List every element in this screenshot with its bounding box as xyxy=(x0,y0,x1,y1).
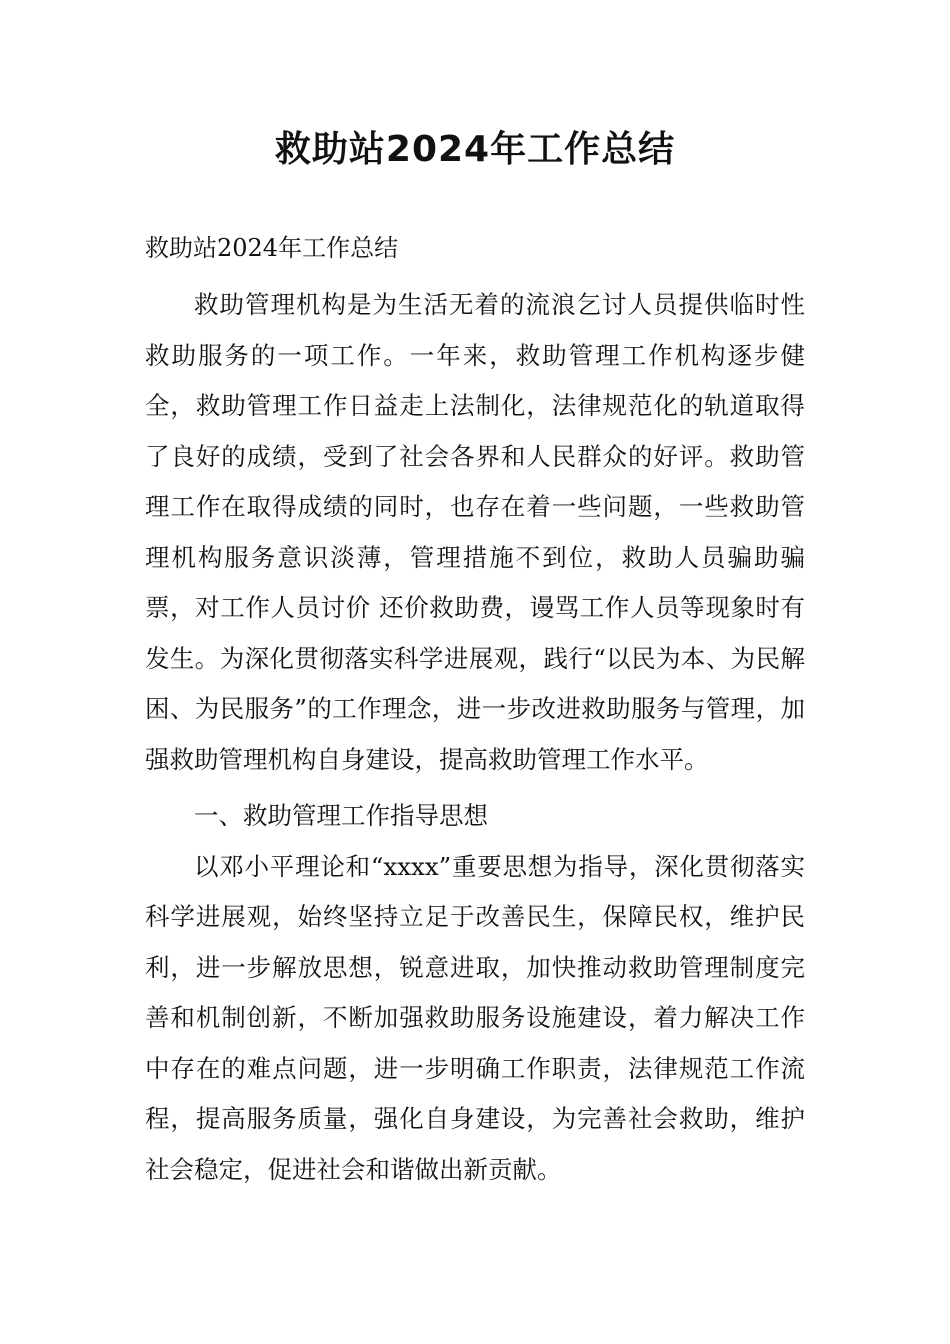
document-title: 救助站2024年工作总结 xyxy=(274,129,676,170)
paragraph-intro: 救助管理机构是为生活无着的流浪乞讨人员提供临时性救助服务的一项工作。一年来，救助管理工作机构逐步健全，救助管理工作日益走上法制化，法律规范化的轨道取得了良好的成绩，受到了社会各界和人民群众的好评。救助管理工作在取得成绩的同时，也存在着一些问题，一些救助管理机构服务意识淡薄，管理措施不到位，救助人员骗助骗票，对工作人员讨价 还价救助费，谩骂工作人员等现象时有发生。为深化贯彻落实科学进展观，践行“以民为本、为民解困、为民服务”的工作理念，进一步改进救助服务与管理，加强救助管理机构自身建设，提高救助管理工作水平。 xyxy=(145,290,805,774)
paragraph-guiding-ideology: 以邓小平理论和“xxxx”重要思想为指导，深化贯彻落实科学进展观，始终坚持立足于改善民生，保障民权，维护民利，进一步解放思想，锐意进取，加快推动救助管理制度完善和机制创新，不断加强救助服务设施建设，着力解决工作中存在的难点问题，进一步明确工作职责，法律规范工作流程，提高服务质量，强化自身建设，为完善社会救助，维护社会稳定，促进社会和谐做出新贡献。 xyxy=(145,851,805,1184)
document-subtitle: 救助站2024年工作总结 xyxy=(145,234,399,262)
document-body xyxy=(145,280,805,1195)
section-heading: 一、救助管理工作指导思想 xyxy=(194,801,488,830)
